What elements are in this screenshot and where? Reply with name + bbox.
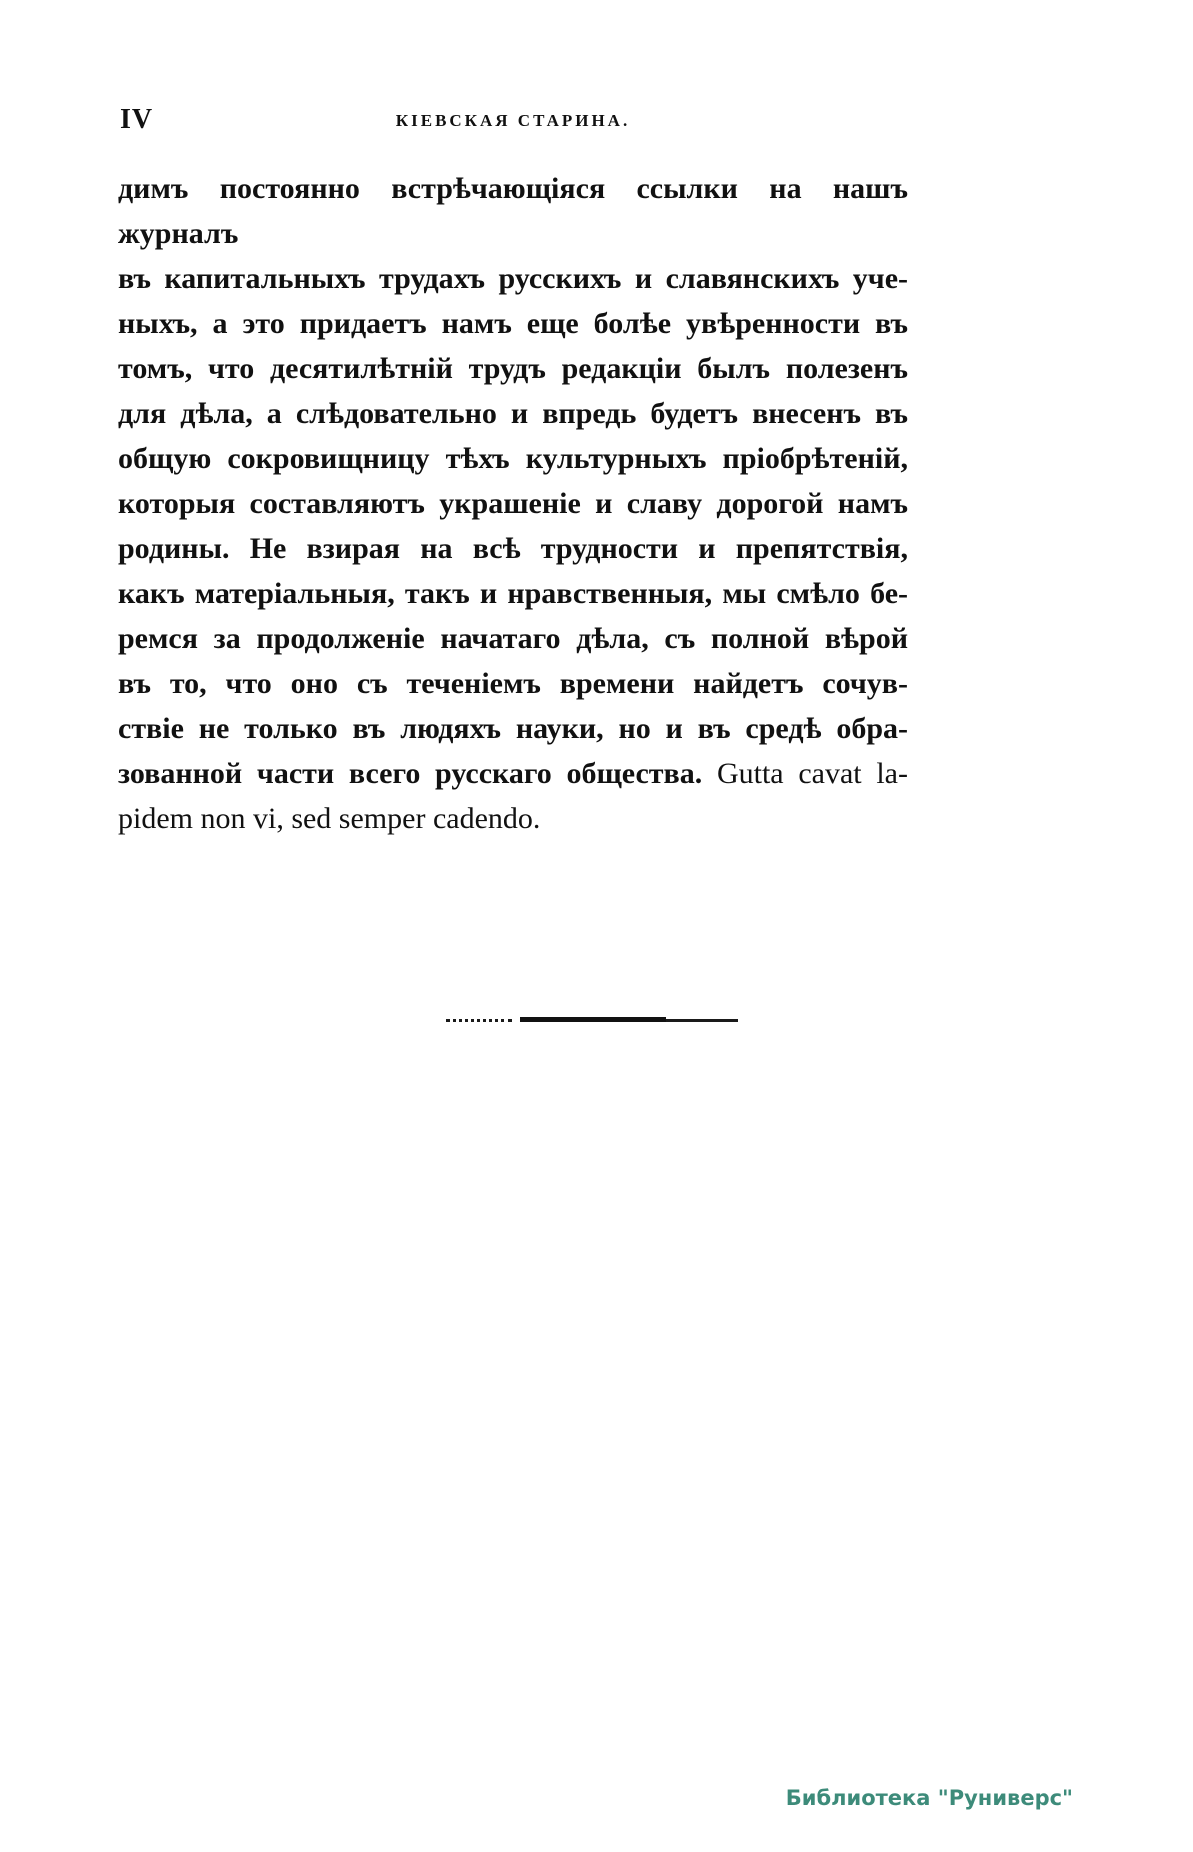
- body-text-line: [118, 481, 908, 526]
- body-text-line: [118, 346, 908, 391]
- line-text: въ капитальныхъ трудахъ русскихъ и славянскихъ уче-: [118, 262, 908, 295]
- body-text-line: [118, 526, 908, 571]
- body-text-line: [118, 166, 908, 256]
- line-text: ныхъ, а это придаетъ намъ еще болѣе увѣренности въ: [118, 307, 908, 340]
- body-text-line: [118, 571, 908, 616]
- body-text-line: [118, 256, 908, 301]
- line-text: зованной части всего русскаго общества.: [118, 757, 717, 790]
- line-text: въ то, что оно съ теченіемъ времени найдетъ сочув-: [118, 667, 908, 700]
- body-text-line: [118, 391, 908, 436]
- line-text-latin: Gutta cavat la-: [716, 757, 908, 790]
- line-text: общую сокровищницу тѣхъ культурныхъ пріобрѣтеній,: [118, 442, 908, 475]
- line-text: димъ постоянно встрѣчающіяся ссылки на нашъ журналъ: [118, 172, 908, 250]
- page-number: IV: [120, 104, 154, 135]
- line-text: какъ матеріальныя, такъ и нравственныя, мы смѣло бе-: [118, 577, 908, 610]
- body-text-line: [118, 616, 908, 661]
- line-text: которыя составляютъ украшеніе и славу дорогой намъ: [118, 487, 908, 520]
- body-text-line: [118, 436, 908, 481]
- divider-thin-segment: [666, 1019, 738, 1022]
- line-text: ремся за продолженіе начатаго дѣла, съ полной вѣрой: [118, 622, 908, 655]
- line-text: томъ, что десятилѣтній трудъ редакціи былъ полезенъ: [118, 352, 908, 385]
- line-text-latin: pidem non vi, sed semper cadendo.: [118, 802, 541, 835]
- body-text-block: [118, 166, 908, 841]
- section-divider-rule: [446, 1014, 738, 1024]
- line-text: родины. Не взирая на всѣ трудности и препятствія,: [118, 532, 908, 565]
- body-text-line: [118, 751, 908, 796]
- library-watermark: Библиотека "Руниверс": [785, 1786, 1073, 1810]
- journal-title: КІЕВСКАЯ СТАРИНА.: [395, 111, 631, 130]
- body-text-line: [118, 796, 908, 841]
- body-text-line: [118, 706, 908, 751]
- body-text-line: [118, 301, 908, 346]
- running-head: [118, 104, 908, 144]
- body-text-line: [118, 661, 908, 706]
- line-text: для дѣла, а слѣдовательно и впредь будетъ внесенъ въ: [118, 397, 908, 430]
- divider-dotted-segment: [446, 1019, 512, 1022]
- line-text: ствіе не только въ людяхъ науки, но и въ средѣ обра-: [118, 712, 908, 745]
- divider-thick-segment: [520, 1017, 666, 1022]
